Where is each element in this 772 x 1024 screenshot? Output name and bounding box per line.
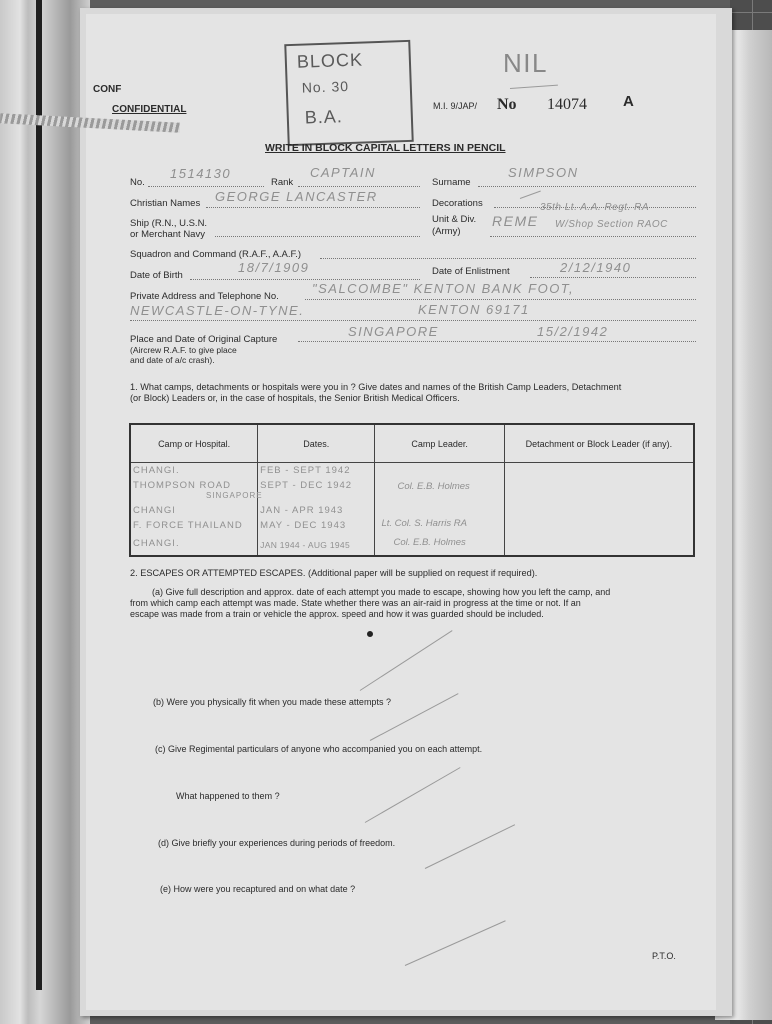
header-camp: Camp or Hospital. bbox=[130, 424, 258, 463]
header-dates: Dates. bbox=[258, 424, 375, 463]
header-camp-leader: Camp Leader. bbox=[375, 424, 504, 463]
pencil-instruction: WRITE IN BLOCK CAPITAL LETTERS IN PENCIL bbox=[265, 142, 506, 154]
leaders-cell bbox=[375, 463, 504, 557]
surname-value: SIMPSON bbox=[508, 165, 579, 180]
leader-entry: Col. E.B. Holmes bbox=[393, 537, 466, 548]
question-1-line-1: 1. What camps, detachments or hospitals were you in ? Give dates and names of the British Camp Leaders, Detachment bbox=[130, 382, 622, 392]
question-2c: (c) Give Regimental particulars of anyone who accompanied you on each attempt. bbox=[155, 744, 483, 754]
detachment-cell bbox=[504, 463, 694, 557]
camp-entry: THOMPSON ROAD bbox=[133, 480, 231, 491]
address-value-1: "SALCOMBE" KENTON BANK FOOT, bbox=[312, 281, 575, 296]
enlistment-label: Date of Enlistment bbox=[432, 266, 510, 277]
unit-value-1: REME bbox=[492, 213, 539, 229]
surname-label: Surname bbox=[432, 177, 471, 188]
binder-edge bbox=[36, 0, 42, 990]
date-entry: MAY - DEC 1943 bbox=[260, 520, 347, 531]
capture-label-1: Place and Date of Original Capture bbox=[130, 334, 278, 345]
phone-value: KENTON 69171 bbox=[418, 302, 530, 317]
camp-entry: CHANGI bbox=[133, 505, 176, 516]
confidential-label: CONFIDENTIAL bbox=[112, 104, 187, 115]
ink-dot bbox=[367, 631, 373, 637]
camp-entry: CHANGI. bbox=[133, 538, 180, 549]
capture-date: 15/2/1942 bbox=[537, 324, 609, 339]
date-entry: FEB - SEPT 1942 bbox=[260, 465, 351, 476]
camp-entry: SINGAPORE bbox=[206, 491, 263, 500]
no-label: No. bbox=[130, 177, 145, 188]
conf-partial: CONF bbox=[93, 84, 122, 95]
camp-table bbox=[129, 423, 695, 557]
no-value: 1514130 bbox=[170, 166, 232, 181]
camps-cell bbox=[130, 463, 263, 557]
christian-names-label: Christian Names bbox=[130, 198, 201, 209]
dob-label: Date of Birth bbox=[130, 270, 183, 281]
number-label: No bbox=[497, 96, 517, 113]
binder-spine bbox=[0, 0, 90, 1024]
address-label: Private Address and Telephone No. bbox=[130, 291, 279, 302]
ship-label-2: or Merchant Navy bbox=[130, 229, 205, 240]
date-entry: JAN - APR 1943 bbox=[260, 505, 344, 516]
date-entry: SEPT - DEC 1942 bbox=[260, 480, 353, 491]
form-number: 14074 bbox=[547, 96, 587, 113]
question-2a-line-2: from which camp each attempt was made. State whether there was an air-raid in progress at the time or not. If an bbox=[130, 598, 581, 608]
block-stamp bbox=[284, 40, 413, 146]
camp-entry: CHANGI. bbox=[133, 465, 180, 476]
decorations-label: Decorations bbox=[432, 198, 483, 209]
date-entry: JAN 1944 - AUG 1945 bbox=[260, 540, 350, 550]
enlistment-value: 2/12/1940 bbox=[560, 260, 632, 275]
christian-names-value: GEORGE LANCASTER bbox=[215, 189, 378, 204]
question-2-title: 2. ESCAPES OR ATTEMPTED ESCAPES. (Additional paper will be supplied on request if required). bbox=[130, 568, 538, 578]
stamp-line-3: B.A. bbox=[304, 106, 344, 128]
question-2b: (b) Were you physically fit when you made these attempts ? bbox=[153, 697, 391, 707]
form-ref: M.I. 9/JAP/ bbox=[433, 101, 478, 111]
form-suffix: A bbox=[623, 93, 634, 110]
question-2a-line-3: escape was made from a train or vehicle the approx. speed and how it was guarded should be included. bbox=[130, 609, 544, 619]
squadron-label: Squadron and Command (R.A.F., A.A.F.) bbox=[130, 249, 302, 260]
leader-entry: Lt. Col. S. Harris RA bbox=[381, 518, 467, 529]
unit-value-2: 35th Lt. A.A. Regt. RA bbox=[540, 202, 650, 213]
question-2e: (e) How were you recaptured and on what date ? bbox=[160, 884, 356, 894]
stamp-line-1: BLOCK bbox=[296, 49, 364, 72]
unit-value-3: W/Shop Section RAOC bbox=[555, 219, 668, 230]
capture-label-2: (Aircrew R.A.F. to give place bbox=[130, 345, 237, 355]
dob-value: 18/7/1909 bbox=[238, 260, 310, 275]
pto-label: P.T.O. bbox=[652, 951, 676, 961]
capture-place: SINGAPORE bbox=[348, 324, 439, 339]
question-2a-line-1: (a) Give full description and approx. date of each attempt you made to escape, showing how you left the camp, and bbox=[152, 587, 611, 597]
leader-entry: Col. E.B. Holmes bbox=[397, 481, 470, 492]
capture-label-3: and date of a/c crash). bbox=[130, 355, 215, 365]
unit-label-2: (Army) bbox=[432, 226, 461, 237]
question-1-line-2: (or Block) Leaders or, in the case of hospitals, the Senior British Medical Officers. bbox=[130, 393, 460, 403]
address-value-2: NEWCASTLE-ON-TYNE. bbox=[130, 303, 305, 318]
question-2d: (d) Give briefly your experiences during periods of freedom. bbox=[158, 838, 396, 848]
ship-label-1: Ship (R.N., U.S.N. bbox=[130, 218, 208, 229]
nil-note: NIL bbox=[503, 48, 548, 78]
header-detachment-leader: Detachment or Block Leader (if any). bbox=[504, 424, 694, 463]
stamp-line-2: No. 30 bbox=[301, 78, 350, 96]
dates-cell bbox=[258, 463, 375, 557]
rank-value: CAPTAIN bbox=[310, 165, 376, 180]
rank-label: Rank bbox=[271, 177, 294, 188]
unit-label-1: Unit & Div. bbox=[432, 214, 477, 225]
question-2c-follow: What happened to them ? bbox=[176, 791, 280, 801]
camp-entry: F. FORCE THAILAND bbox=[133, 520, 243, 531]
